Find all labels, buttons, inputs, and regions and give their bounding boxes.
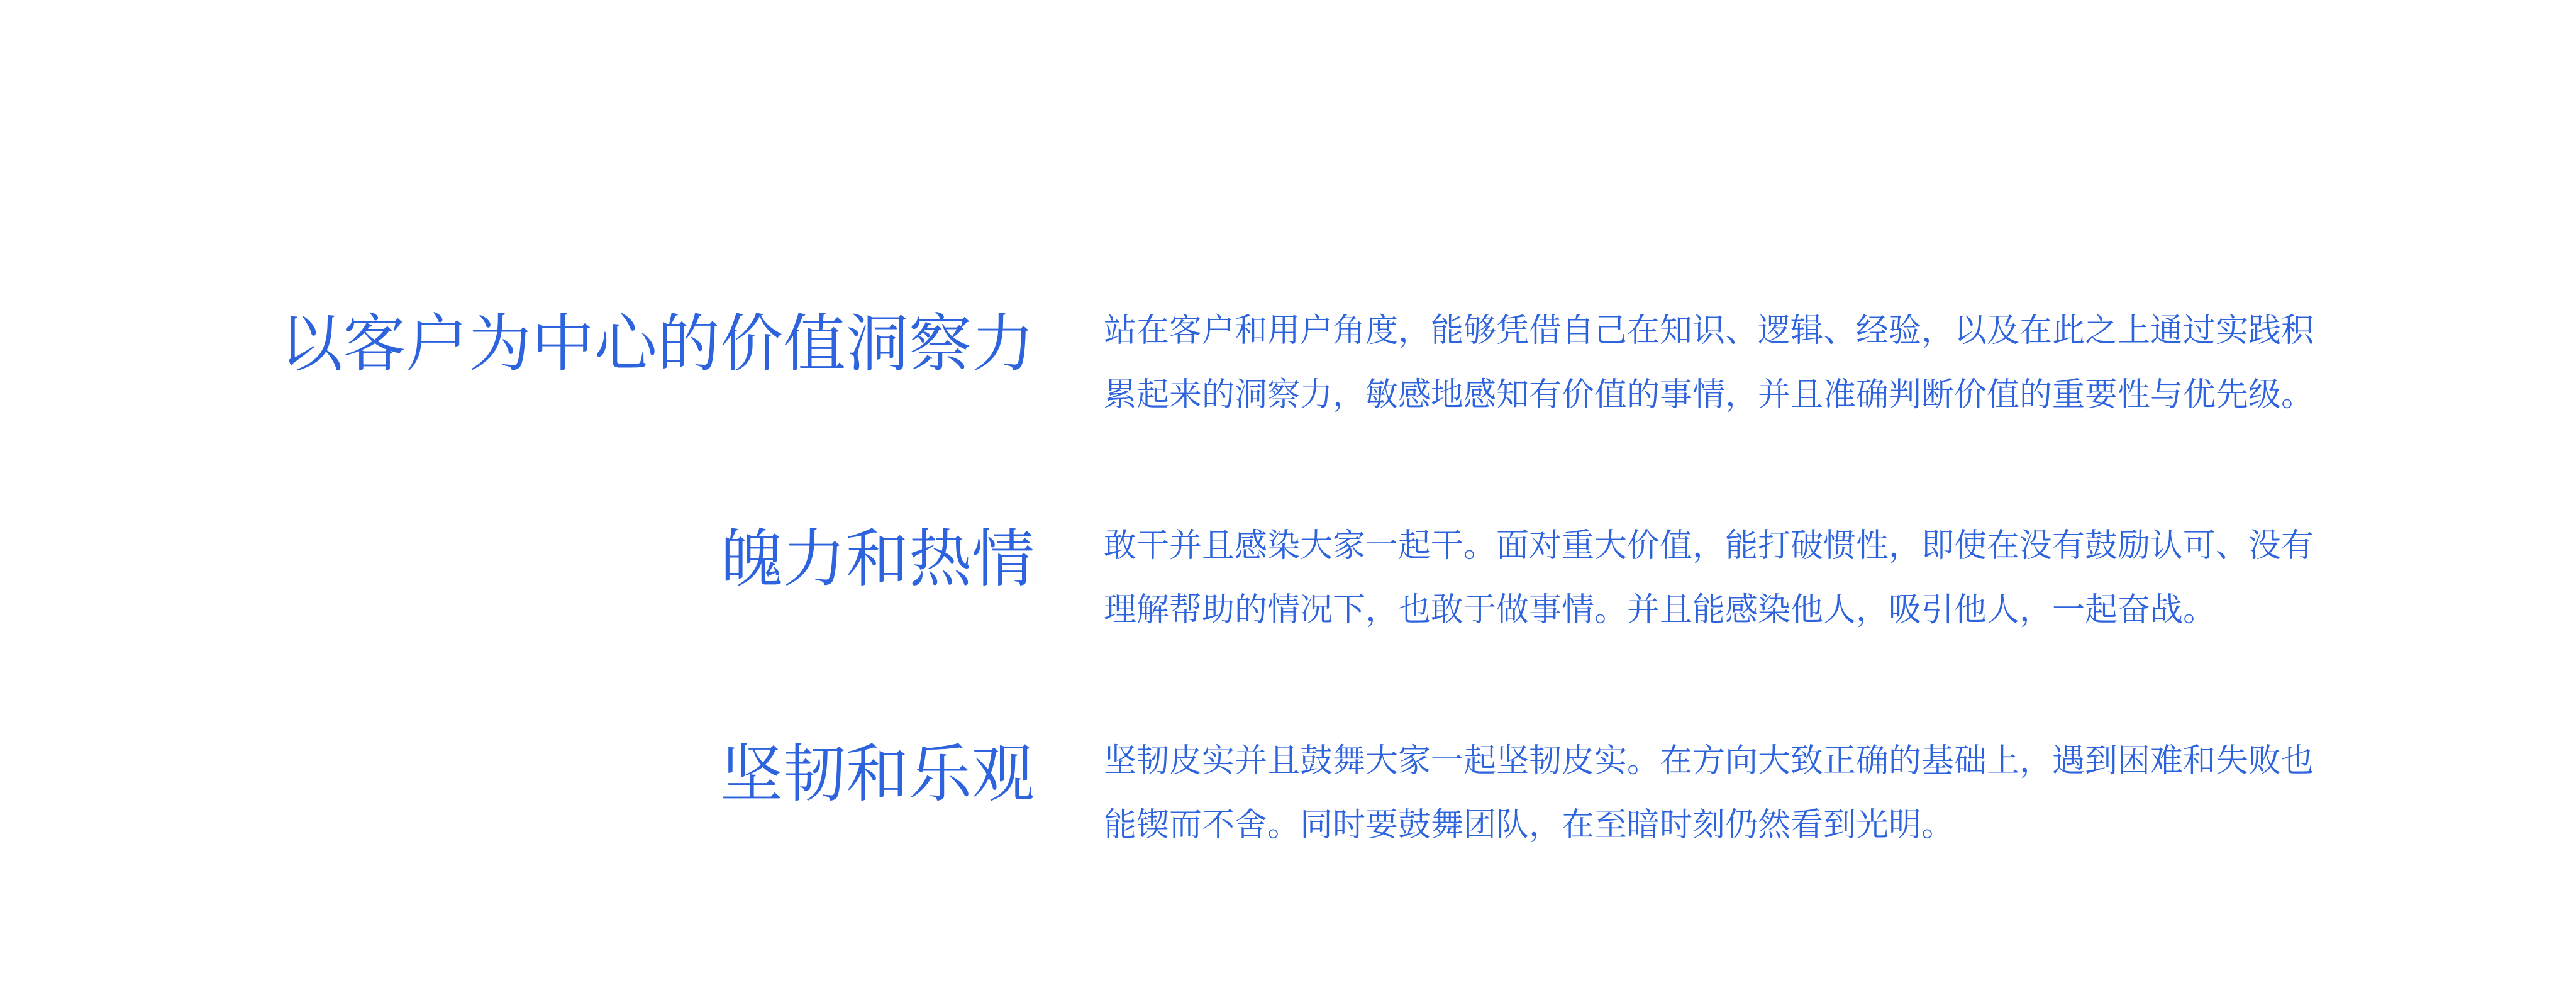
- values-list: [0, 299, 2576, 944]
- section-title: 以客户为中心的价值洞察力: [280, 309, 1035, 379]
- value-section-resilience-optimism: [0, 729, 2576, 857]
- description-line: 累起来的洞察力，敏感地感知有价值的事情，并且准确判断价值的重要性与优先级。: [1104, 377, 2314, 413]
- section-description: [1104, 729, 2399, 857]
- description-line: 坚韧皮实并且鼓舞大家一起坚韧皮实。在方向大致正确的基础上，遇到困难和失败也: [1104, 743, 2314, 779]
- description-line: 能锲而不舍。同时要鼓舞团队，在至暗时刻仍然看到光明。: [1104, 807, 1955, 843]
- section-title: 魄力和热情: [720, 524, 1035, 594]
- section-description: [1104, 514, 2399, 642]
- description-line: 站在客户和用户角度，能够凭借自己在知识、逻辑、经验，以及在此之上通过实践积: [1104, 313, 2314, 349]
- description-line: 敢干并且感染大家一起干。面对重大价值，能打破惯性，即使在没有鼓励认可、没有: [1104, 528, 2314, 564]
- section-description: [1104, 299, 2399, 427]
- section-title: 坚韧和乐观: [720, 739, 1035, 809]
- description-line: 理解帮助的情况下，也敢于做事情。并且能感染他人，吸引他人，一起奋战。: [1104, 592, 2216, 628]
- value-section-customer-insight: [0, 299, 2576, 427]
- value-section-boldness-passion: [0, 514, 2576, 642]
